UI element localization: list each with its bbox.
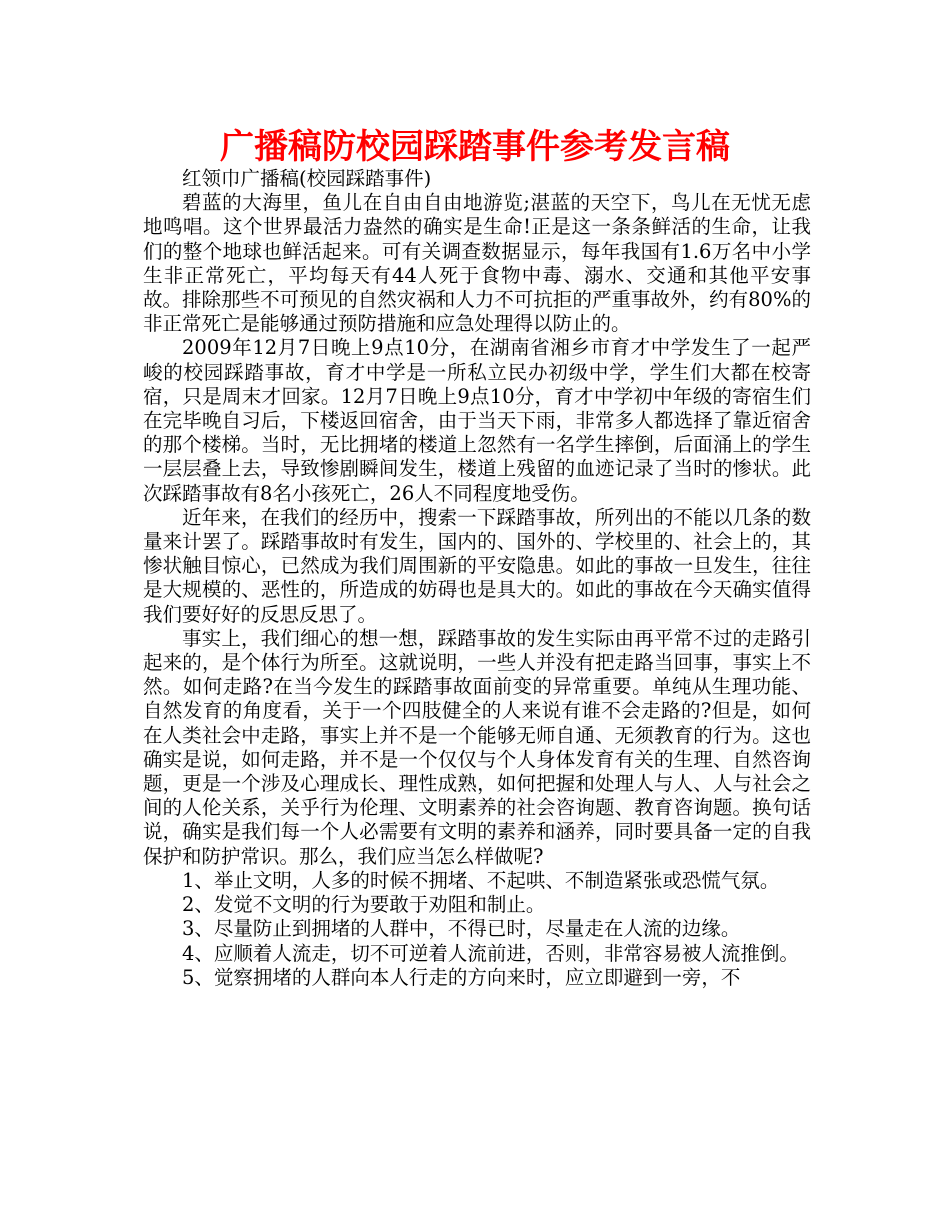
list-item-3: 3、尽量防止到拥堵的人群中，不得已时，尽量走在人流的边缘。 — [182, 917, 741, 941]
document-title: 广播稿防校园踩踏事件参考发言稿 — [220, 127, 730, 167]
paragraph-recent-years: 近年来，在我们的经历中，搜索一下踩踏事故，所列出的不能以几条的数量来计罢了。踩踏事故时有发生，国内的、国外的、学校里的、社会上的，其惨状触目惊心，已然成为我们周围新的平安隐患。如此的事故一旦发生，往往是大规模的、恶性的，所造成的妨碍也是具大的。如此的事故在今天确实值得我们要好好的反思反思了。 — [143, 505, 811, 626]
paragraph-subtitle: 红领巾广播稿(校园踩踏事件) — [182, 167, 432, 190]
list-item-1: 1、举止文明，人多的时候不拥堵、不起哄、不制造紧张或恐慌气氛。 — [182, 868, 780, 892]
list-item-2: 2、发觉不文明的行为要敢于劝阻和制止。 — [182, 893, 546, 917]
paragraph-intro: 碧蓝的大海里，鱼儿在自由自由地游览;湛蓝的天空下，鸟儿在无忧无虑地鸣唱。这个世界最活力盎然的确实是生命!正是这一条条鲜活的生命，让我们的整个地球也鲜活起来。可有关调查数据显示，每年我国有1.6万名中小学生非正常死亡，平均每天有44人死于食物中毒、溺水、交通和其他平安事故。排除那些不可预见的自然灾祸和人力不可抗拒的严重事故外，约有80%的非正常死亡是能够通过预防措施和应急处理得以防止的。 — [143, 191, 811, 336]
list-item-4: 4、应顺着人流走，切不可逆着人流前进，否则，非常容易被人流推倒。 — [182, 941, 799, 965]
document-body — [143, 167, 811, 990]
paragraph-incident: 2009年12月7日晚上9点10分，在湖南省湘乡市育才中学发生了一起严峻的校园踩踏事故，育才中学是一所私立民办初级中学，学生们大都在校寄宿，只是周末才回家。12月7日晚上9点10分，育才中学初中年级的寄宿生们在完毕晚自习后，下楼返回宿舍，由于当天下雨，非常多人都选择了靠近宿舍的那个楼梯。当时，无比拥堵的楼道上忽然有一名学生摔倒，后面涌上的学生一层层叠上去，导致惨剧瞬间发生，楼道上残留的血迹记录了当时的惨状。此次踩踏事故有8名小孩死亡，26人不同程度地受伤。 — [143, 336, 811, 505]
paragraph-walking: 事实上，我们细心的想一想，踩踏事故的发生实际由再平常不过的走路引起来的，是个体行为所至。这就说明，一些人并没有把走路当回事，事实上不然。如何走路?在当今发生的踩踏事故面前变的异常重要。单纯从生理功能、自然发育的角度看，关于一个四肢健全的人来说有谁不会走路的?但是，如何在人类社会中走路，事实上并不是一个能够无师自通、无须教育的行为。这也确实是说，如何走路，并不是一个仅仅与个人身体发育有关的生理、自然咨询题，更是一个涉及心理成长、理性成熟，如何把握和处理人与人、人与社会之间的人伦关系，关乎行为伦理、文明素养的社会咨询题、教育咨询题。换句话说，确实是我们每一个人必需要有文明的素养和涵养，同时要具备一定的自我保护和防护常识。那么，我们应当怎么样做呢? — [143, 626, 811, 868]
list-item-5: 5、觉察拥堵的人群向本人行走的方向来时，应立即避到一旁，不 — [182, 965, 741, 989]
